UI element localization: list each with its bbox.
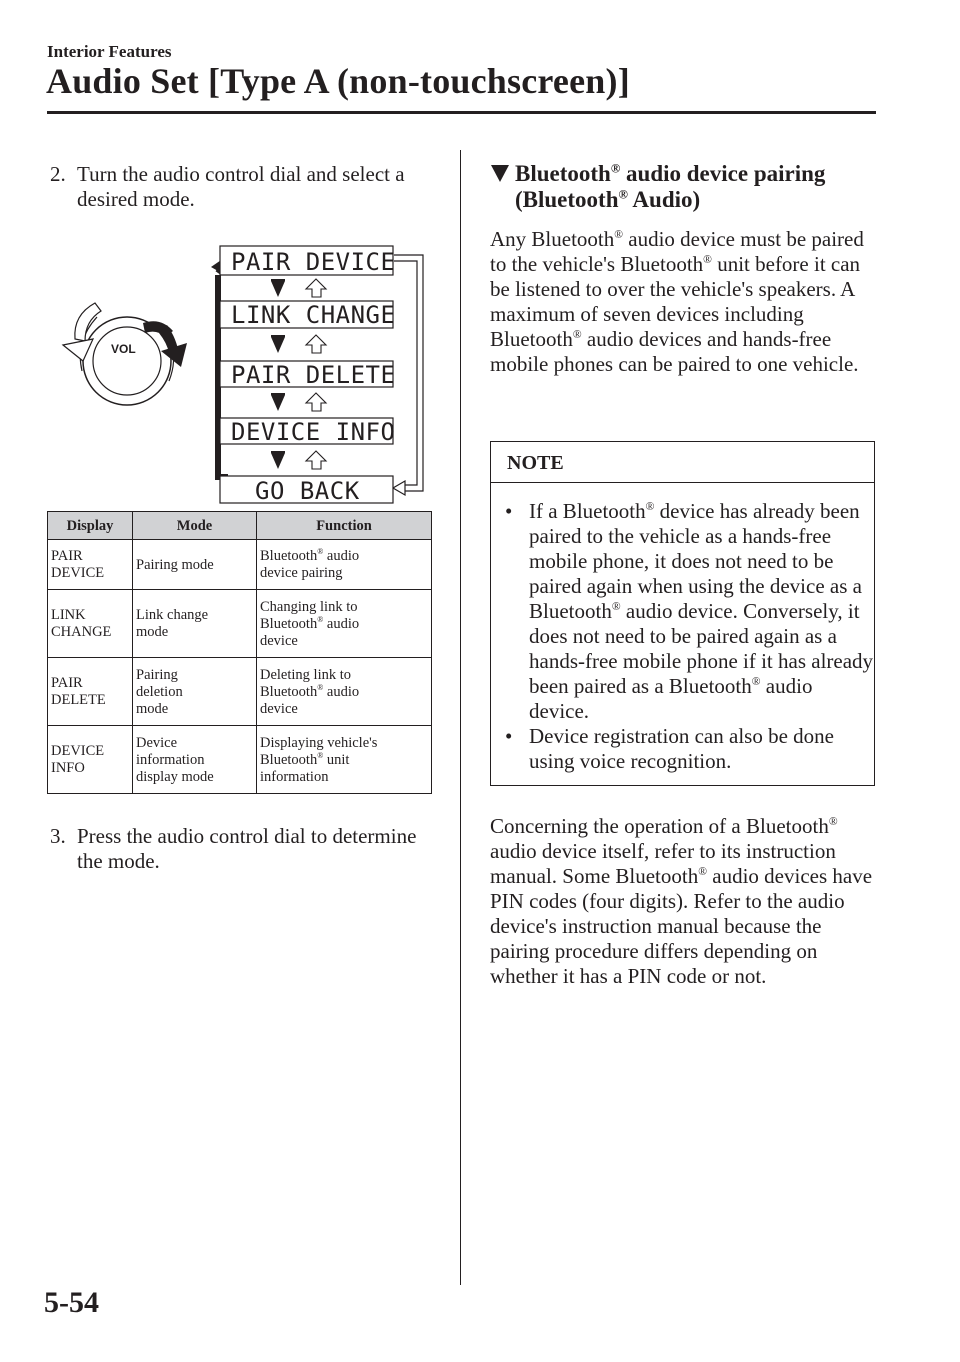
- heading-line-1: Bluetooth® audio device pairing: [515, 161, 826, 186]
- step-number: 3.: [50, 824, 66, 848]
- lcd-device-info: [220, 418, 395, 446]
- note-item: • If a Bluetooth® device has already been paired to the vehicle as a hands-free mobile phone, it does not need to be paired again when using the device as a Bluetooth® audio device. Conversely, it does not need to be paired again as a hands-free mobile phone if it has already been paired as a Bluetooth® audio device.: [505, 499, 874, 723]
- bullet-icon: •: [505, 499, 513, 523]
- note-item: • Device registration can also be done using voice recognition.: [505, 724, 834, 773]
- lcd-link-change: [220, 301, 395, 329]
- table-row: PAIR DELETE Pairing deletion mode Deleting link to Bluetooth® audio device: [48, 658, 432, 726]
- header-display: Display: [48, 512, 133, 540]
- lcd-go-back: [220, 476, 393, 505]
- arrows-4: [271, 451, 326, 469]
- bullet-icon: •: [505, 724, 513, 748]
- arrows-2: [271, 335, 326, 353]
- table-row: PAIR DEVICE Pairing mode Bluetooth® audio device pairing: [48, 540, 432, 590]
- svg-text:LINK CHANGE: LINK CHANGE: [231, 301, 396, 329]
- table-row: LINK CHANGE Link change mode Changing link to Bluetooth® audio device: [48, 590, 432, 658]
- note-box: [490, 441, 875, 786]
- table-header-row: [48, 512, 432, 540]
- svg-text:PAIR DELETE: PAIR DELETE: [231, 361, 396, 389]
- page-title: Audio Set [Type A (non-touchscreen)]: [46, 61, 630, 101]
- header-function: Function: [257, 512, 432, 540]
- operation-paragraph: Concerning the operation of a Bluetooth® audio device itself, refer to its instruction manual. Some Bluetooth® audio devices have PIN codes (four digits). Refer to the audio device's instruction manual because the pairing procedure differs depending on whether it has a PIN code or not.: [490, 814, 873, 988]
- step-text: Press the audio control dial to determine the mode.: [77, 824, 417, 873]
- svg-text:PAIR DEVICE: PAIR DEVICE: [231, 248, 396, 276]
- page-number: 5-54: [44, 1286, 99, 1319]
- step-number: 2.: [50, 162, 66, 186]
- lcd-pair-delete: [220, 361, 395, 389]
- step-text: Turn the audio control dial and select a desired mode.: [77, 162, 405, 211]
- svg-text:DEVICE INFO: DEVICE INFO: [231, 418, 396, 446]
- section-label: Interior Features: [47, 42, 172, 61]
- lcd-pair-device: [220, 246, 395, 276]
- step-3: [50, 824, 450, 884]
- column-divider: [460, 150, 461, 1285]
- mode-selection-diagram: [45, 243, 440, 508]
- arrows-1: [271, 279, 326, 297]
- mode-table: [47, 511, 432, 794]
- heading-line-2: (Bluetooth® Audio): [515, 187, 701, 212]
- svg-text:GO BACK: GO BACK: [255, 477, 360, 505]
- header-mode: Mode: [133, 512, 257, 540]
- rotate-right-arrow-icon: [143, 321, 187, 367]
- arrows-3: [271, 393, 326, 411]
- step-2: [50, 162, 450, 222]
- triangle-down-icon: [490, 163, 510, 183]
- knob-label: VOL: [111, 342, 136, 356]
- note-title: NOTE: [491, 442, 874, 483]
- table-row: DEVICE INFO Device information display mode Displaying vehicle's Bluetooth® unit information: [48, 726, 432, 794]
- rotate-left-arrow-icon: [63, 303, 101, 361]
- header-rule: [47, 111, 876, 114]
- intro-paragraph: Any Bluetooth® audio device must be paired to the vehicle's Bluetooth® unit before it can be listened to over the vehicle's speakers. A maximum of seven devices including Bluetooth® audio devices and hands-free mobile phones can be paired to one vehicle.: [490, 227, 864, 376]
